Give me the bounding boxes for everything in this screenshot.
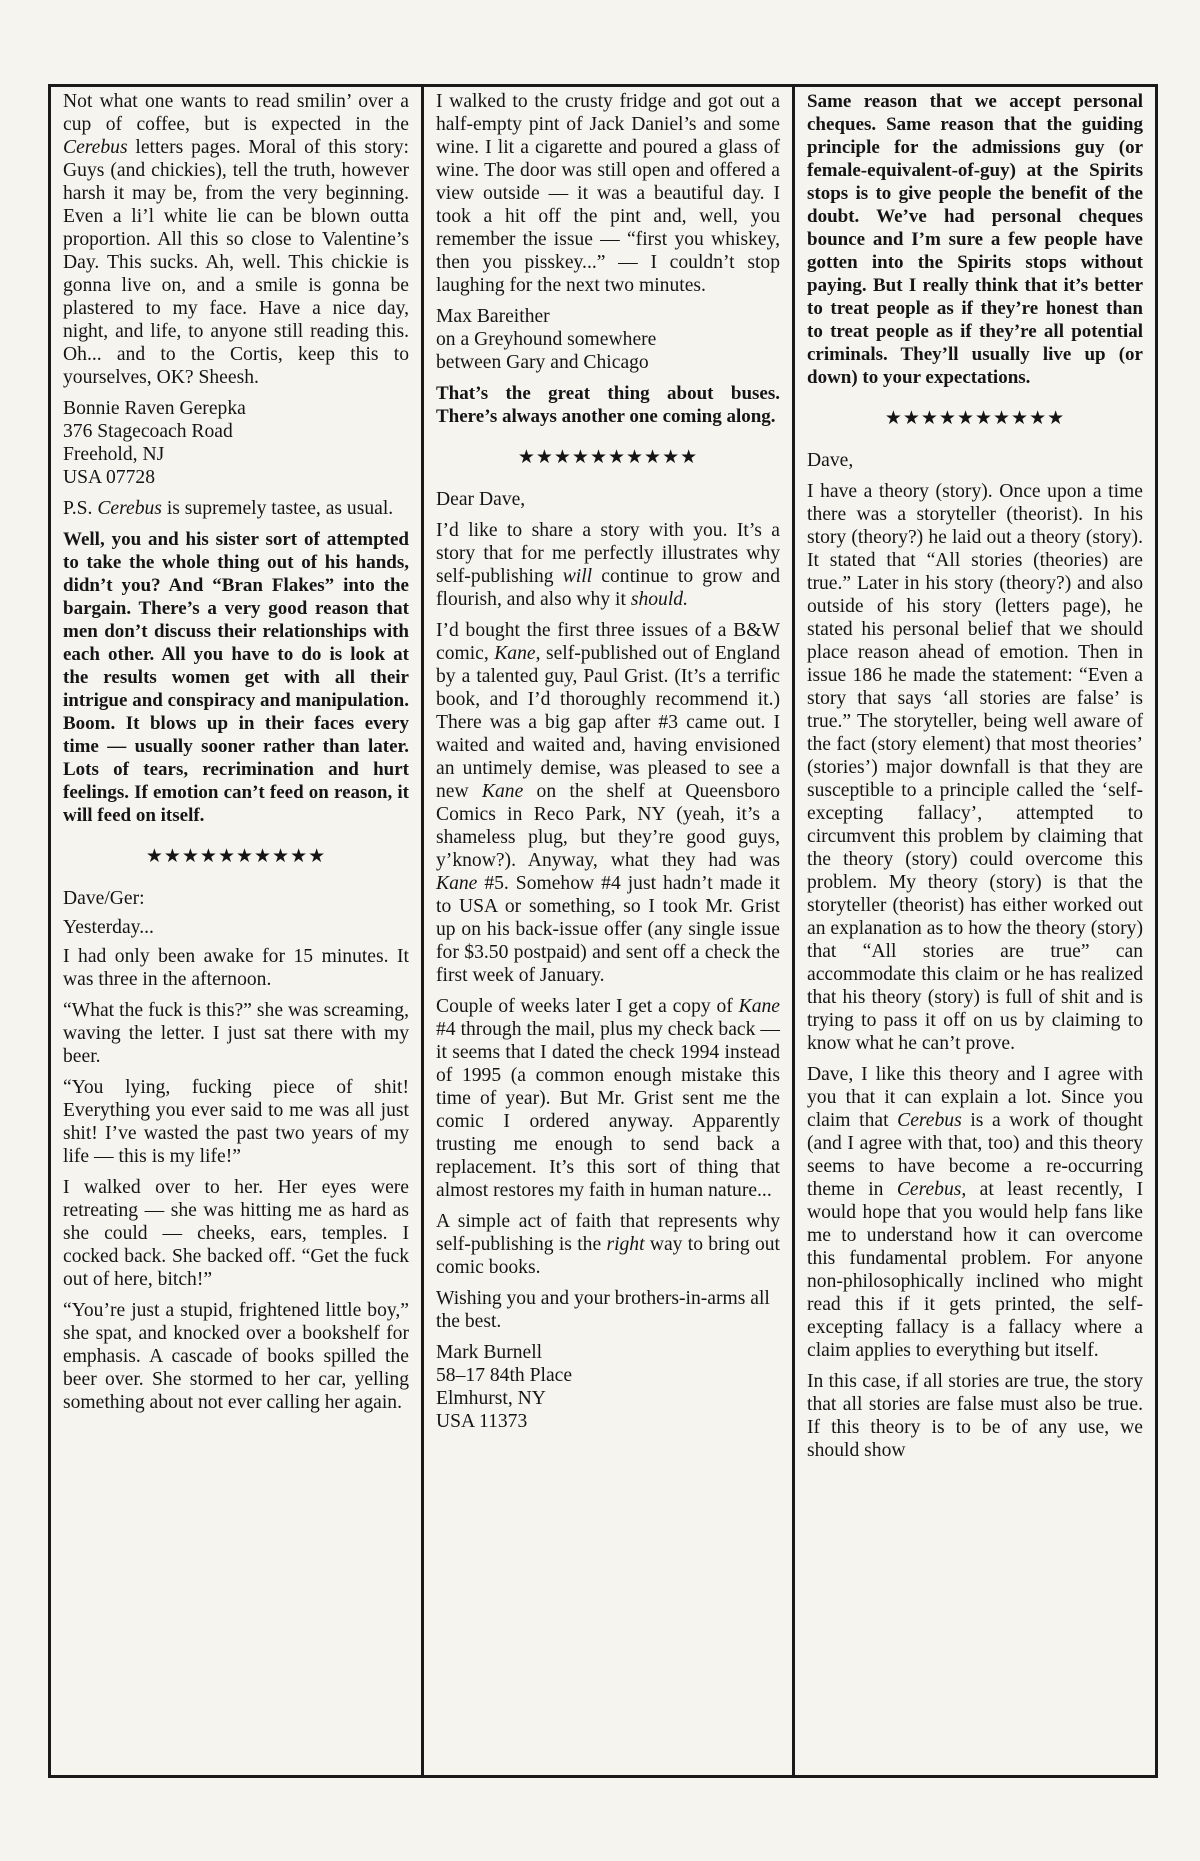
letter-paragraph: Wishing you and your brothers-in-arms all the best. — [436, 1288, 770, 1332]
letter-paragraph: Dave, I like this theory and I agree with you that it can explain a lot. Since you claim that Cerebus is a work of thought (and I agree with that, too) and this theory seems to have become a re-occurring theme in Cerebus, at least recently, I would hope that you would help fans like me to understand how it can overcome this fundamental problem. For anyone non-philosophically inclined who might read this if it gets printed, the self-excepting fallacy is a fallacy where a claim applies to everything but itself. — [807, 1064, 1143, 1361]
section-divider-stars: ★★★★★★★★★★ — [145, 845, 327, 867]
letter-paragraph: Yesterday... — [63, 917, 154, 938]
letter-salutation: Dave/Ger: — [63, 888, 145, 909]
letter-signature: Max Bareither on a Greyhound somewhere between Gary and Chicago — [436, 306, 657, 373]
letter-paragraph: I walked over to her. Her eyes were retreating — she was hitting me as hard as she could — cheeks, ears, temples. I cocked back. She backed off. “Get the fuck out of here, bitch!” — [63, 1177, 409, 1290]
letter-paragraph: Couple of weeks later I get a copy of Kane #4 through the mail, plus my check back — it seems that I dated the check 1994 instead of 1995 (a common enough mistake this time of year). But Mr. Grist sent me the comic I ordered anyway. Apparently trusting me enough to send back a replacement. It’s this sort of thing that almost restores my faith in human nature... — [436, 996, 780, 1201]
column-1 — [51, 87, 421, 1775]
section-divider-stars: ★★★★★★★★★★ — [884, 407, 1066, 429]
editor-reply: That’s the great thing about buses. There’s always another one coming along. — [436, 383, 780, 427]
letter-paragraph: A simple act of faith that represents why self-publishing is the right way to bring out comic books. — [436, 1211, 780, 1278]
letter-paragraph: “You lying, fucking piece of shit! Everything you ever said to me was all just shit! I’ve wasted the past two years of my life — this is my life!” — [63, 1077, 409, 1167]
column-2 — [421, 87, 792, 1775]
letter-paragraph: “What the fuck is this?” she was screaming, waving the letter. I just sat there with my beer. — [63, 1000, 409, 1067]
section-divider-stars: ★★★★★★★★★★ — [517, 446, 699, 468]
letter-paragraph: In this case, if all stories are true, the story that all stories are false must also be true. If this theory is to be of any use, we should show — [807, 1371, 1143, 1461]
letter-paragraph: I had only been awake for 15 minutes. It was three in the afternoon. — [63, 946, 409, 990]
letter-signature: Bonnie Raven Gerepka 376 Stagecoach Road Freehold, NJ USA 07728 — [63, 398, 246, 488]
letter-paragraph: I’d bought the first three issues of a B&W comic, Kane, self-published out of England by a talented guy, Paul Grist. (It’s a terrific book, and I’d thoroughly recommend it.) There was a big gap after #3 came out. I waited and waited and, having envisioned an untimely demise, was pleased to see a new Kane on the shelf at Queensboro Comics in Reco Park, NY (yeah, it’s a shameless plug, but they’re good guys, y’know?). Anyway, what they had was Kane #5. Somehow #4 just hadn’t made it to USA or something, so I took Mr. Grist up on his back-issue offer (any single issue for $3.50 postpaid) and sent off a check the first week of January. — [436, 620, 780, 986]
letter-paragraph: I’d like to share a story with you. It’s a story that for me perfectly illustrates why self-publishing will continue to grow and flourish, and also why it should. — [436, 520, 780, 610]
letter-salutation: Dear Dave, — [436, 489, 526, 510]
letter-paragraph: “You’re just a stupid, frightened little boy,” she spat, and knocked over a bookshelf for emphasis. A cascade of books spilled the beer over. She stormed to her car, yelling something about not ever calling her again. — [63, 1300, 409, 1413]
letter-paragraph: I have a theory (story). Once upon a time there was a storyteller (theorist). In his story (theory?) he laid out a theory (story). It stated that “All stories (theories) are true.” Later in his story (theory?) and also outside of his story (letters page), he stated his personal belief that we should place reason ahead of emotion. Then in issue 186 he made the statement: “Even a story that says ‘all stories are false’ is true.” The storyteller, being well aware of the fact (story element) that most theories’ (stories’) major downfall is that they are susceptible to a principle called the ‘self-excepting fallacy’, attempted to circumvent this problem by claiming that the theory (story) could overcome this problem. My theory (story) is that the storyteller (theorist) has either worked out an explanation as to how the theory (story) that “All stories are true” can accommodate this claim or he has realized that his theory (story) is full of shit and is trying to pass it off on us by claiming to know what he can’t prove. — [807, 481, 1143, 1054]
editor-reply: Well, you and his sister sort of attempted to take the whole thing out of his hands, didn’t you? And “Bran Flakes” into the bargain. There’s a very good reason that men don’t discuss their relationships with each other. All you have to do is look at the results women get with all their intrigue and conspiracy and manipulation. Boom. It blows up in their faces every time — usually sooner rather than later. Lots of tears, recrimination and hurt feelings. If emotion can’t feed on reason, it will feed on itself. — [63, 529, 409, 826]
letter-postscript: P.S. Cerebus is supremely tastee, as usual. — [63, 498, 394, 519]
editor-reply: Same reason that we accept personal cheques. Same reason that the guiding principle for the admissions guy (or female-equivalent-of-guy) at the Spirits stops is to give people the benefit of the doubt. We’ve had personal cheques bounce and I’m sure a few people have gotten into the Spirits stops without paying. But I really think that it’s better to treat people as if they’re honest than to treat people as if they’re all potential criminals. They’ll usually live up (or down) to your expectations. — [807, 91, 1143, 388]
letters-page — [48, 84, 1158, 1778]
letter-salutation: Dave, — [807, 450, 854, 471]
letter-signature: Mark Burnell 58–17 84th Place Elmhurst, NY USA 11373 — [436, 1342, 573, 1432]
column-3 — [792, 87, 1155, 1775]
letter-paragraph: I walked to the crusty fridge and got out a half-empty pint of Jack Daniel’s and some wine. I lit a cigarette and poured a glass of wine. The door was still open and offered a view outside — it was a beautiful day. I took a hit off the pint and, well, you remember the issue — “first you whiskey, then you pisskey...” — I couldn’t stop laughing for the next two minutes. — [436, 91, 780, 296]
letter-paragraph: Not what one wants to read smilin’ over a cup of coffee, but is expected in the Cerebus letters pages. Moral of this story: Guys (and chickies), tell the truth, however harsh it may be, from the very beginning. Even a li’l white lie can be blown outta proportion. All this so close to Valentine’s Day. This sucks. Ah, well. This chickie is gonna live on, and a smile is gonna be plastered to my face. Have a nice day, night, and life, to anyone still reading this. Oh... and to the Cortis, keep this to yourselves, OK? Sheesh. — [63, 91, 409, 388]
